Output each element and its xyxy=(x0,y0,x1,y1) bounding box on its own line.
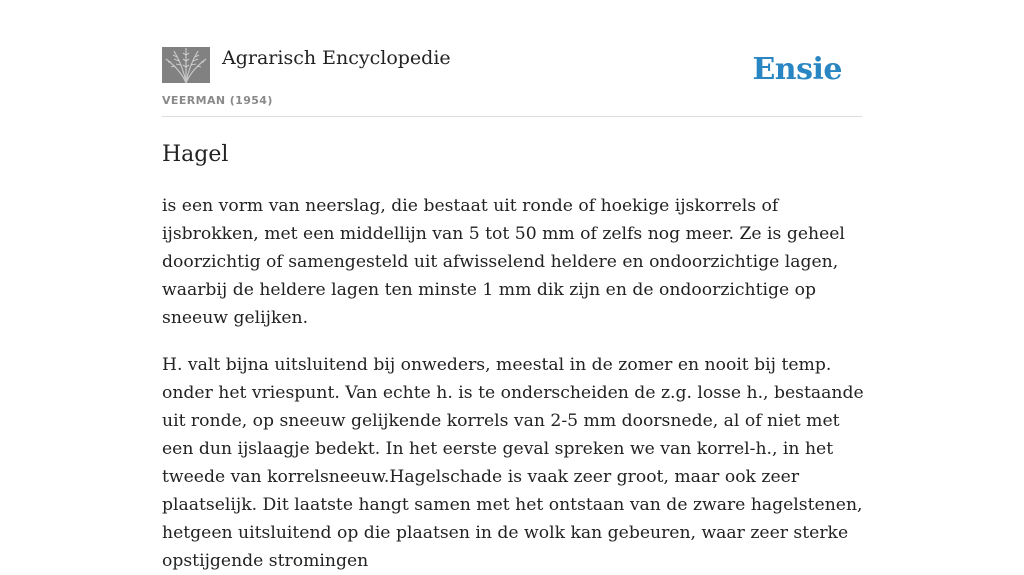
article-title: Hagel xyxy=(162,142,229,167)
article xyxy=(162,138,867,575)
article-paragraph: is een vorm van neerslag, die bestaat uit ronde of hoekige ijskorrels of ijsbrokken, met een middellijn van 5 tot 50 mm of zelfs nog meer. Ze is geheel doorzichtig of samengesteld uit afwisselend heldere en ondoorzichtige lagen, waarbij de heldere lagen ten minste 1 mm dik zijn en de ondoorzichtige op sneeuw gelijken. xyxy=(162,196,845,328)
article-paragraph: H. valt bijna uitsluitend bij onweders, meestal in de zomer en nooit bij temp. onder het vriespunt. Van echte h. is te onderscheiden de z.g. losse h., bestaande uit ronde, op sneeuw gelijkende korrels van 2-5 mm doorsnede, al of niet met een dun ijslaagje bedekt. In het eerste geval spreken we van korrel-h., in het tweede van korrelsneeuw.Hagelschade is vaak zeer groot, maar ook zeer plaatselijk. Dit laatste hangt samen met het ontstaan van de zware hagelstenen, hetgeen uitsluitend op die plaatsen in de wolk kan gebeuren, waar zeer sterke opstijgende stromingen xyxy=(162,355,864,571)
source-header xyxy=(162,46,862,117)
source-author: VEERMAN (1954) xyxy=(162,94,273,107)
source-title[interactable]: Agrarisch Encyclopedie xyxy=(222,47,451,69)
ensie-logo-link[interactable]: Ensie xyxy=(752,52,842,87)
wheat-thumbnail-icon[interactable] xyxy=(162,47,210,83)
